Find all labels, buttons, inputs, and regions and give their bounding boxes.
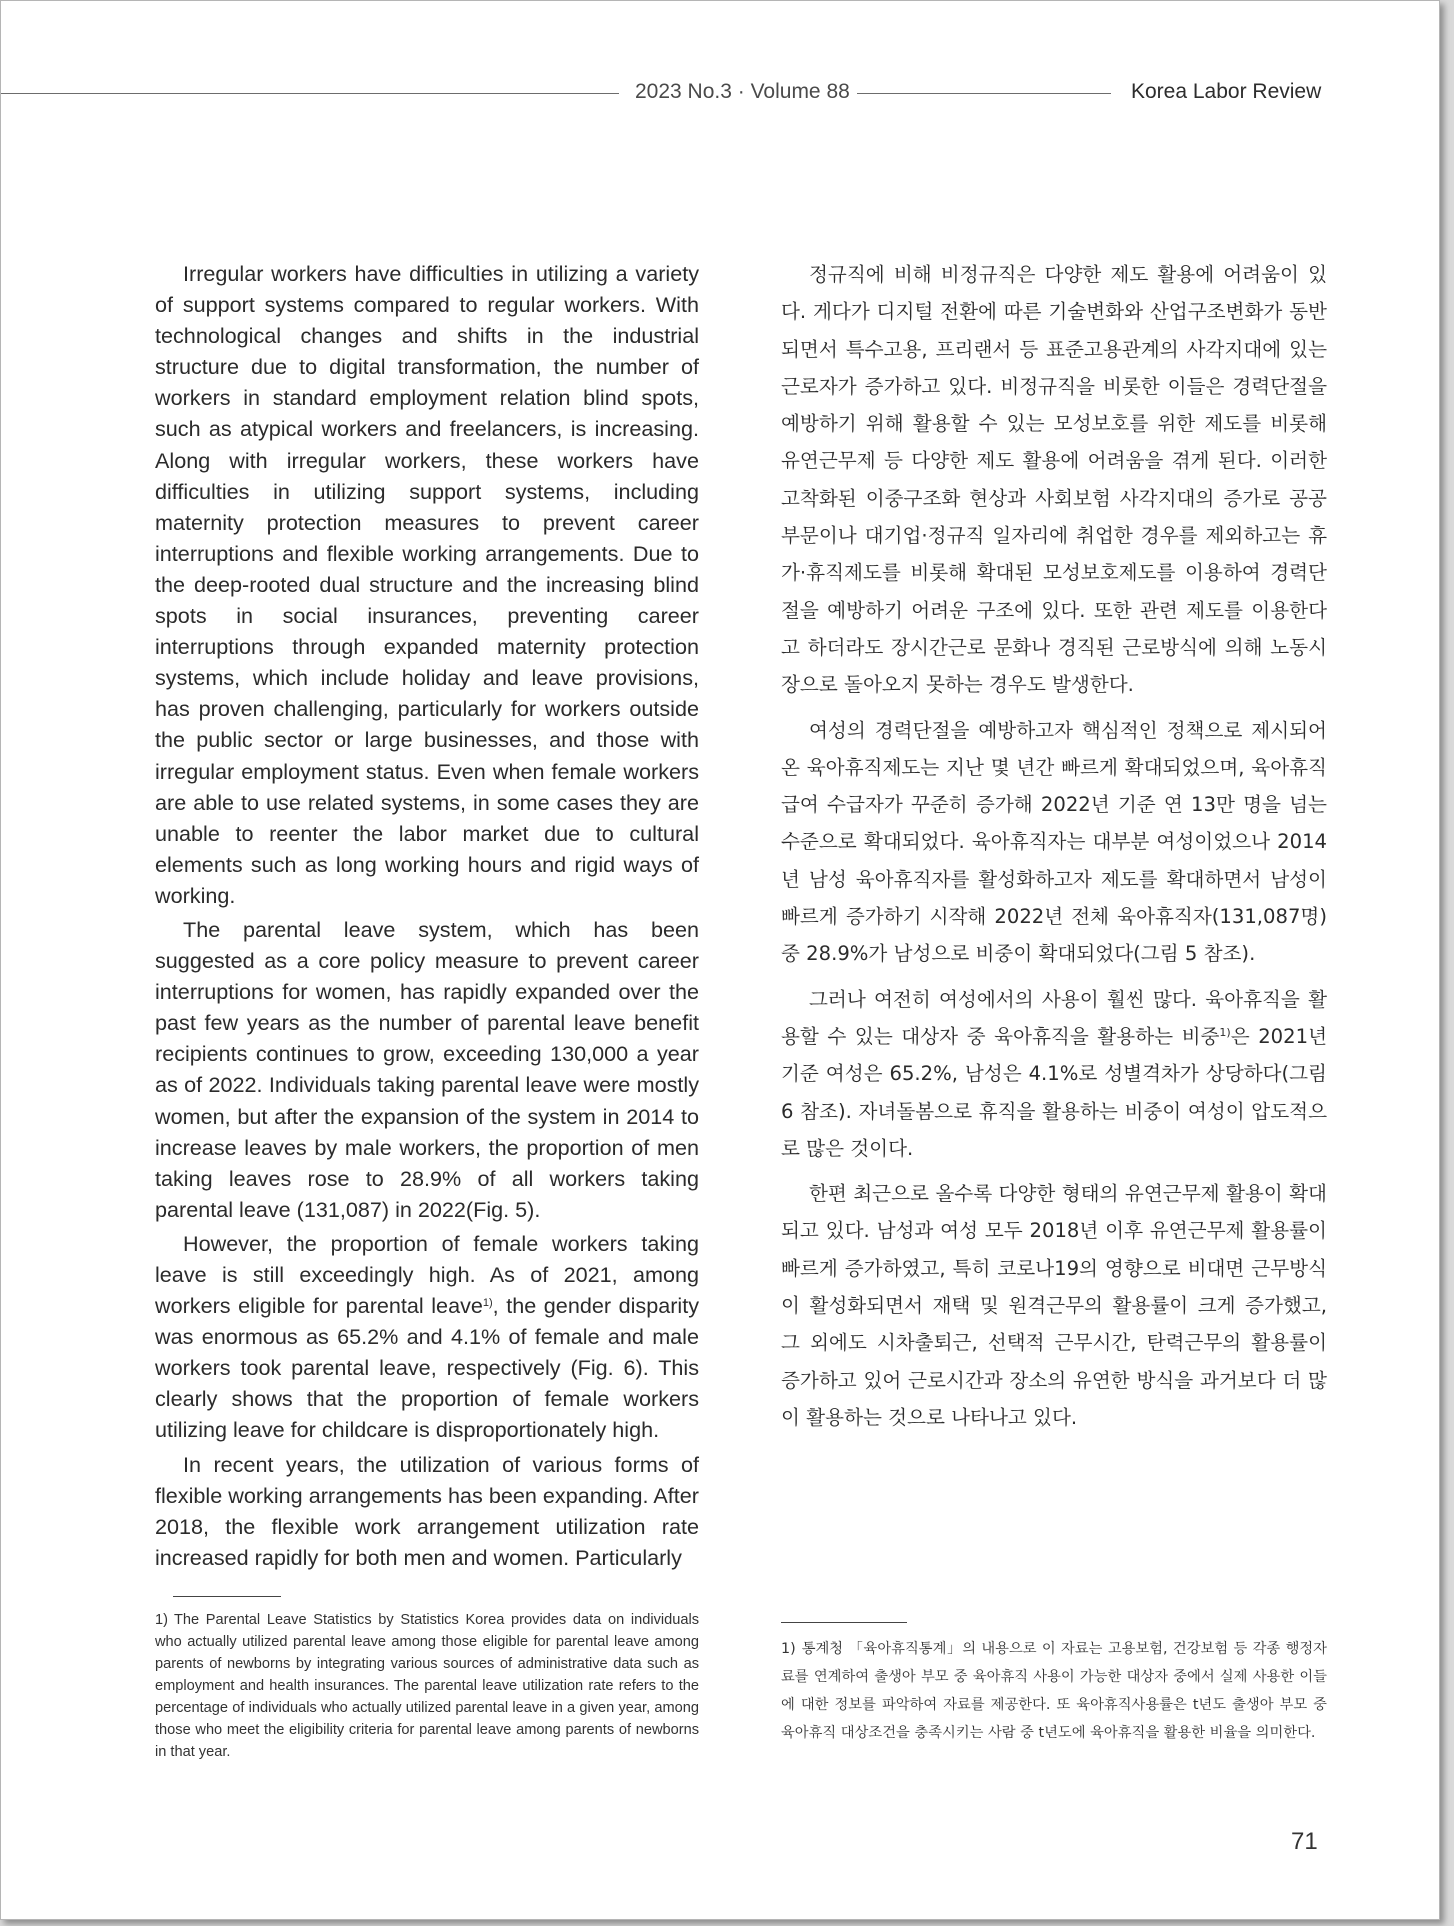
footnote-korean: [781, 1635, 1327, 1747]
footnote-marker: 1): [155, 1612, 168, 1628]
header-rule-right: [857, 93, 1111, 94]
english-paragraph-3-text-b: , the gender disparity was enormous as 65.2% and 4.1% of female and male workers took parental leave, respectively (Fig. 6). This clearly shows that the proportion of female workers utilizing leave for childcare is disproportionately high.: [155, 1293, 699, 1443]
page-number: 71: [1291, 1828, 1318, 1855]
korean-paragraph-3-text-b: 은 2021년 기준 여성은 65.2%, 남성은 4.1%로 성별격차가 상당하다(그림 6 참조). 자녀돌봄으로 휴직을 활용하는 비중이 여성이 압도적으로 많은 것이다.: [781, 1024, 1327, 1160]
journal-title: Korea Labor Review: [1131, 80, 1322, 103]
korean-paragraph-3: [781, 981, 1327, 1167]
header-rule-left: [1, 93, 619, 94]
korean-paragraph-2: 여성의 경력단절을 예방하고자 핵심적인 정책으로 제시되어 온 육아휴직제도는 지난 몇 년간 빠르게 확대되었으며, 육아휴직 급여 수급자가 꾸준히 증가해 2022년 기준 연 13만 명을 넘는 수준으로 확대되었다. 육아휴직자는 대부분 여성이었으나 2014년 남성 육아휴직자를 활성화하고자 제도를 확대하면서 남성이 빠르게 증가하기 시작해 2022년 전체 육아휴직자(131,087명) 중 28.9%가 남성으로 비중이 확대되었다(그림 5 참조).: [781, 718, 1327, 966]
issue-label: 2023 No.3 · Volume 88: [635, 80, 850, 103]
footnote-divider-english: [173, 1596, 281, 1597]
footnote-divider-korean: [781, 1622, 907, 1623]
footnote-text: The Parental Leave Statistics by Statistics Korea provides data on individuals who actually utilized parental leave among those eligible for parental leave among parents of newborns by integrating various sources of administrative data such as employment and health insurances. The parental leave utilization rate refers to the percentage of individuals who actually utilized parental leave in a given year, among those who meet the eligibility criteria for parental leave among parents of newborns in that year.: [155, 1612, 699, 1760]
korean-paragraph-1: 정규직에 비해 비정규직은 다양한 제도 활용에 어려움이 있다. 게다가 디지털 전환에 따른 기술변화와 산업구조변화가 동반되면서 특수고용, 프리랜서 등 표준고용관계의 사각지대에 있는 근로자가 증가하고 있다. 비정규직을 비롯한 이들은 경력단절을 예방하기 위해 활용할 수 있는 모성보호를 위한 제도를 비롯해 유연근무제 등 다양한 제도 활용에 어려움을 겪게 된다. 이러한 고착화된 이중구조화 현상과 사회보험 사각지대의 증가로 공공부문이나 대기업·정규직 일자리에 취업한 경우를 제외하고는 휴가·휴직제도를 비롯해 확대된 모성보호제도를 이용하여 경력단절을 예방하기 어려운 구조에 있다. 또한 관련 제도를 이용한다고 하더라도 장시간근로 문화나 경직된 근로방식에 의해 노동시장으로 돌아오지 못하는 경우도 발생한다.: [781, 263, 1327, 697]
korean-paragraph-4: 한편 최근으로 올수록 다양한 형태의 유연근무제 활용이 확대되고 있다. 남성과 여성 모두 2018년 이후 유연근무제 활용률이 빠르게 증가하였고, 특히 코로나19의 영향으로 비대면 근무방식이 활성화되면서 재택 및 원격근무의 활용률이 크게 증가했고, 그 외에도 시차출퇴근, 선택적 근무시간, 탄력근무의 활용률이 증가하고 있어 근로시간과 장소의 유연한 방식을 과거보다 더 많이 활용하는 것으로 나타나고 있다.: [781, 1182, 1327, 1429]
korean-column: [781, 256, 1327, 1444]
footnote-reference[interactable]: 1): [1219, 1025, 1231, 1039]
english-paragraph-4: In recent years, the utilization of various forms of flexible working arrangements has been expanding. After 2018, the flexible work arrangement utilization rate increased rapidly for both men and women. Particularly: [155, 1451, 699, 1570]
english-paragraph-2: The parental leave system, which has been suggested as a core policy measure to prevent career interruptions for women, has rapidly expanded over the past few years as the number of parental leave benefit recipients continues to grow, exceeding 130,000 a year as of 2022. Individuals taking parental leave were mostly women, but after the expansion of the system in 2014 to increase leaves by male workers, the proportion of men taking leaves rose to 28.9% of all workers taking parental leave (131,087) in 2022(Fig. 5).: [155, 916, 699, 1222]
english-paragraph-3-text-a: However, the proportion of female workers taking leave is still exceedingly high. As of 2021, among workers eligible for parental leave: [155, 1230, 699, 1319]
english-paragraph-1: Irregular workers have difficulties in utilizing a variety of support systems compared to regular workers. With technological changes and shifts in the industrial structure due to digital transformation, the number of workers in standard employment relation blind spots, such as atypical workers and freelancers, is increasing. Along with irregular workers, these workers have difficulties in utilizing support systems, including maternity protection measures to prevent career interruptions and flexible working arrangements. Due to the deep-rooted dual structure and the increasing blind spots in social insurances, preventing career interruptions through expanded maternity protection systems, which include holiday and leave provisions, has proven challenging, particularly for workers outside the public sector or large businesses, and those with irregular employment status. Even when female workers are able to use related systems, in some cases they are unable to reenter the labor market due to cultural elements such as long working hours and rigid ways of working.: [155, 261, 699, 908]
running-header: [1, 75, 1326, 111]
footnote-reference[interactable]: 1): [482, 1297, 493, 1310]
english-column: [155, 258, 699, 1576]
footnote-text: 통계청 「육아휴직통계」의 내용으로 이 자료는 고용보험, 건강보험 등 각종 행정자료를 연계하여 출생아 부모 중 육아휴직 사용이 가능한 대상자 중에서 실제 사용한 이들에 대한 정보를 파악하여 자료를 제공한다. 또 육아휴직사용률은 t년도 출생아 부모 중 육아휴직 대상조건을 충족시키는 사람 중 t년도에 육아휴직을 활용한 비율을 의미한다.: [781, 1641, 1327, 1741]
footnote-marker: 1): [781, 1641, 796, 1657]
footnote-english: [155, 1609, 699, 1763]
english-paragraph-3: [155, 1228, 699, 1446]
korean-paragraph-3-text-a: 그러나 여전히 여성에서의 사용이 훨씬 많다. 육아휴직을 활용할 수 있는 대상자 중 육아휴직을 활용하는 비중: [781, 987, 1327, 1048]
